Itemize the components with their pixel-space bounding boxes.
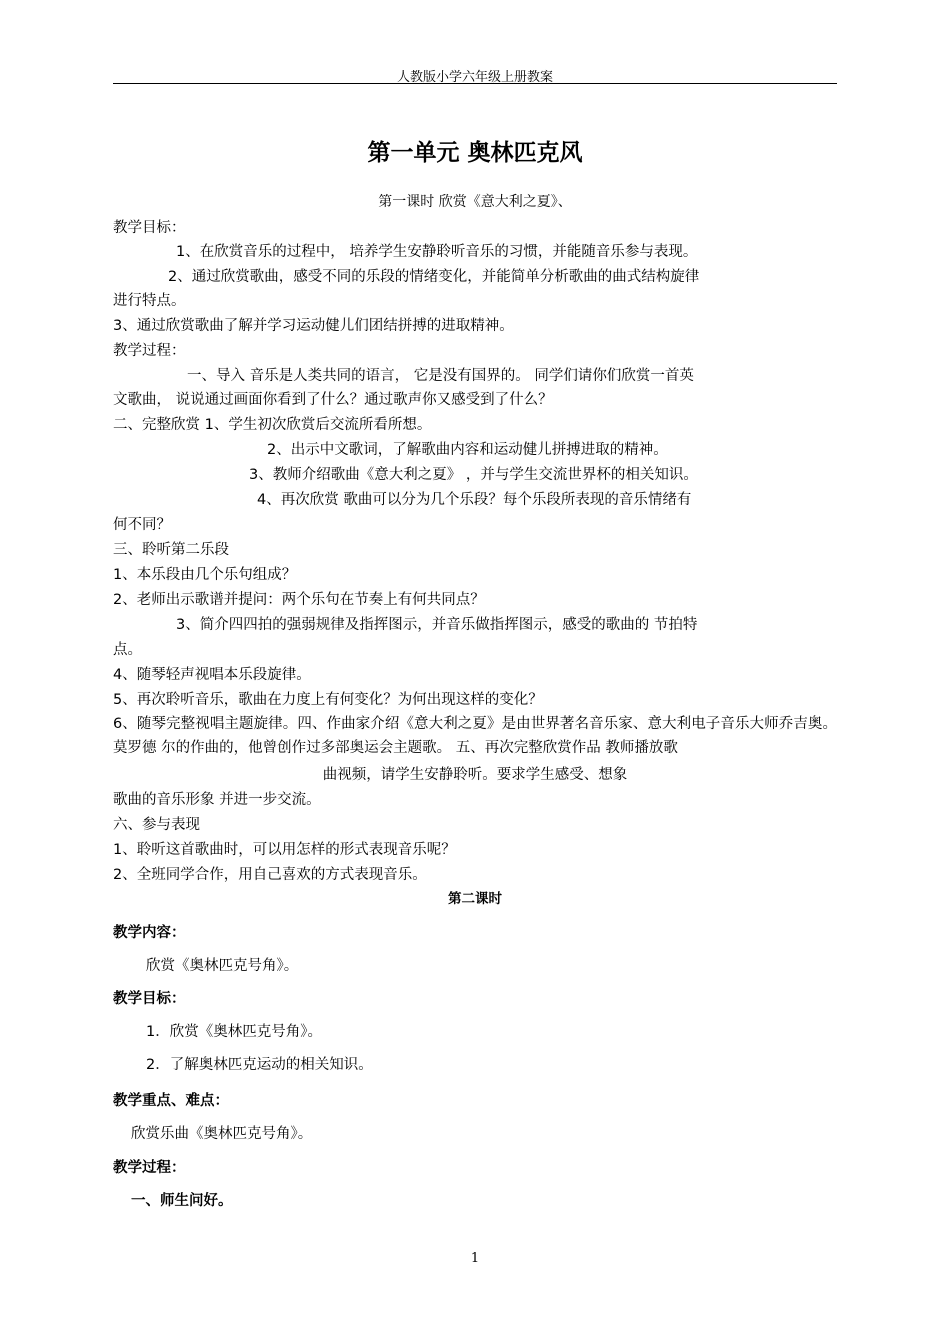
lesson2-heading: 第二课时 (448, 891, 502, 907)
section3-heading: 三、聆听第二乐段 (113, 542, 229, 558)
section5-line: 曲视频，请学生安静聆听。要求学生感受、想象 (322, 767, 628, 783)
lesson1-goal-1: 1、在欣赏音乐的过程中， 培养学生安静聆听音乐的习惯，并能随音乐参与表现。 (176, 244, 698, 260)
section2-item4a: 4、再次欣赏 歌曲可以分为几个乐段？每个乐段所表现的音乐情绪有 (257, 492, 692, 508)
section2-item3: 3、教师介绍歌曲《意大利之夏》 ，并与学生交流世界杯的相关知识。 (249, 467, 698, 483)
section3-item3a: 3、简介四四拍的强弱规律及指挥图示，并音乐做指挥图示，感受的歌曲的 节拍特 (176, 617, 698, 633)
section3-item6-paragraph: 6、随琴完整视唱主题旋律。四、作曲家介绍《意大利之夏》是由世界著名音乐家、意大利电子音乐大师乔吉奥。莫罗德 尔的作曲的，他曾创作过多部奥运会主题歌。 五、再次完整欣赏作品 教师播放歌 (113, 716, 837, 756)
lesson2-goal-2: 2．了解奥林匹克运动的相关知识。 (146, 1057, 373, 1073)
intro-line-a: 一、导入 音乐是人类共同的语言， 它是没有国界的。 同学们请你们欣赏一首英 (187, 368, 694, 384)
section2-item1: 二、完整欣赏 1、学生初次欣赏后交流所看所想。 (113, 417, 432, 433)
lesson2-goal-1: 1．欣赏《奥林匹克号角》。 (146, 1024, 322, 1040)
unit-title: 第一单元 奥林匹克风 (367, 140, 583, 166)
lesson2-goals-heading: 教学目标： (113, 991, 186, 1007)
lesson2-process-heading: 教学过程： (113, 1160, 186, 1176)
section3-item4: 4、随琴轻声视唱本乐段旋律。 (113, 667, 311, 683)
section3-item3b: 点。 (113, 642, 142, 658)
section3-item5: 5、再次聆听音乐，歌曲在力度上有何变化？为何出现这样的变化？ (113, 692, 543, 708)
lesson1-goal-2a: 2、通过欣赏歌曲，感受不同的乐段的情绪变化，并能简单分析歌曲的曲式结构旋律 (168, 269, 700, 285)
section6-heading: 六、参与表现 (113, 817, 200, 833)
lesson2-content: 欣赏《奥林匹克号角》。 (146, 958, 299, 974)
lesson1-goal-3: 3、通过欣赏歌曲了解并学习运动健儿们团结拼搏的进取精神。 (113, 318, 514, 334)
page-header: 人教版小学六年级上册教案 (396, 70, 553, 85)
section3-item1: 1、本乐段由几个乐句组成？ (113, 567, 297, 583)
section3-item2: 2、老师出示歌谱并提问：两个乐句在节奏上有何共同点？ (113, 592, 485, 608)
lesson2-key-heading: 教学重点、难点： (113, 1093, 229, 1109)
lesson1-subtitle: 第一课时 欣赏《意大利之夏》、 (378, 194, 572, 210)
section6-item1: 1、聆听这首歌曲时，可以用怎样的形式表现音乐呢？ (113, 842, 456, 858)
lesson2-key: 欣赏乐曲《奥林匹克号角》。 (131, 1126, 313, 1142)
lesson1-goals-heading: 教学目标： (113, 220, 186, 236)
section2-item4b: 何不同？ (113, 517, 171, 533)
lesson2-step-1: 一、师生问好。 (131, 1193, 233, 1209)
section2-item2: 2、出示中文歌词，了解歌曲内容和运动健儿拼搏进取的精神。 (267, 442, 668, 458)
header-rule (113, 83, 837, 84)
page-number: 1 (470, 1251, 480, 1266)
intro-line-b: 文歌曲， 说说通过画面你看到了什么？通过歌声你又感受到了什么？ (113, 392, 553, 408)
lesson2-content-heading: 教学内容： (113, 925, 186, 941)
lesson1-goal-2b: 进行特点。 (113, 293, 186, 309)
lesson1-process-heading: 教学过程： (113, 343, 186, 359)
section6-item2: 2、全班同学合作，用自己喜欢的方式表现音乐。 (113, 867, 427, 883)
section5-line-end: 歌曲的音乐形象 并进一步交流。 (113, 792, 321, 808)
